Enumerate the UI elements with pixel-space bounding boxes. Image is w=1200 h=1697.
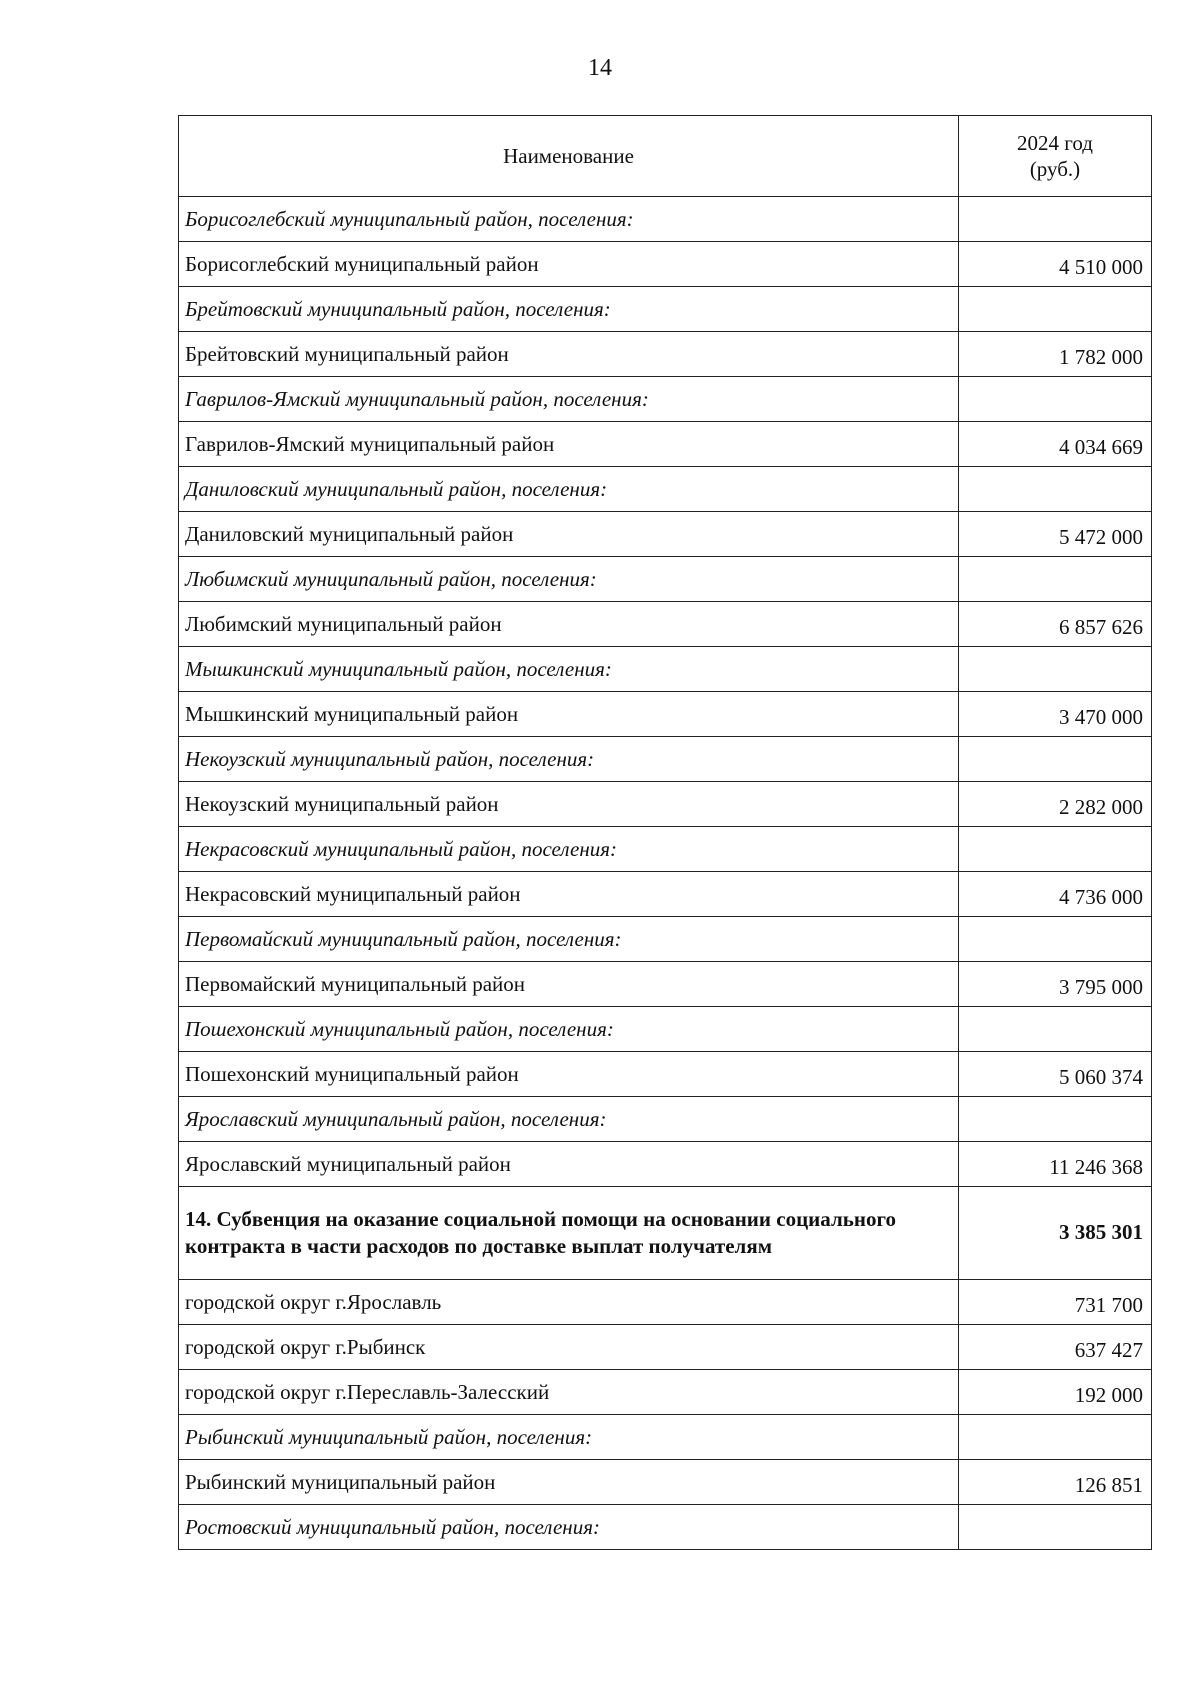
row-value <box>959 647 1152 692</box>
row-value: 2 282 000 <box>959 782 1152 827</box>
row-name: Некрасовский муниципальный район <box>179 872 959 917</box>
row-value <box>959 1415 1152 1460</box>
group-row <box>179 197 1152 242</box>
table-row <box>179 512 1152 557</box>
table-row <box>179 1325 1152 1370</box>
row-name: Мышкинский муниципальный район <box>179 692 959 737</box>
row-name: Любимский муниципальный район <box>179 602 959 647</box>
group-row <box>179 1097 1152 1142</box>
row-value: 4 034 669 <box>959 422 1152 467</box>
page-number: 14 <box>588 55 612 81</box>
row-value <box>959 917 1152 962</box>
table-row <box>179 692 1152 737</box>
header-year <box>959 116 1152 197</box>
group-row <box>179 467 1152 512</box>
table-row <box>179 872 1152 917</box>
table-row <box>179 422 1152 467</box>
row-value: 6 857 626 <box>959 602 1152 647</box>
group-row <box>179 827 1152 872</box>
row-name: Борисоглебский муниципальный район <box>179 242 959 287</box>
row-name: Рыбинский муниципальный район <box>179 1460 959 1505</box>
table-body <box>179 197 1152 1550</box>
row-value: 3 470 000 <box>959 692 1152 737</box>
group-row <box>179 557 1152 602</box>
row-value: 4 510 000 <box>959 242 1152 287</box>
row-value <box>959 467 1152 512</box>
row-value <box>959 197 1152 242</box>
row-name: Первомайский муниципальный район <box>179 962 959 1007</box>
group-row <box>179 917 1152 962</box>
row-name: Некрасовский муниципальный район, поселения: <box>179 827 959 872</box>
row-name: 14. Субвенция на оказание социальной помощи на основании социального контракта в части расходов по доставке выплат получателям <box>179 1187 959 1280</box>
table-row <box>179 1460 1152 1505</box>
group-row <box>179 737 1152 782</box>
row-value <box>959 557 1152 602</box>
row-value <box>959 827 1152 872</box>
row-value: 4 736 000 <box>959 872 1152 917</box>
row-name: Даниловский муниципальный район <box>179 512 959 557</box>
row-value: 731 700 <box>959 1280 1152 1325</box>
row-value: 11 246 368 <box>959 1142 1152 1187</box>
row-name: Рыбинский муниципальный район, поселения: <box>179 1415 959 1460</box>
row-value: 126 851 <box>959 1460 1152 1505</box>
row-value <box>959 1505 1152 1550</box>
table-row <box>179 1370 1152 1415</box>
row-name: Гаврилов-Ямский муниципальный район <box>179 422 959 467</box>
header-name: Наименование <box>179 116 959 197</box>
table-row <box>179 332 1152 377</box>
row-name: городской округ г.Рыбинск <box>179 1325 959 1370</box>
row-name: Мышкинский муниципальный район, поселения: <box>179 647 959 692</box>
section-row <box>179 1187 1152 1280</box>
row-name: Некоузский муниципальный район <box>179 782 959 827</box>
row-name: Пошехонский муниципальный район, поселения: <box>179 1007 959 1052</box>
row-value: 192 000 <box>959 1370 1152 1415</box>
row-value: 5 060 374 <box>959 1052 1152 1097</box>
budget-table <box>178 115 1152 1550</box>
row-value <box>959 377 1152 422</box>
header-year-label: 2024 год <box>1017 130 1093 155</box>
row-value: 637 427 <box>959 1325 1152 1370</box>
group-row <box>179 1415 1152 1460</box>
row-name: Любимский муниципальный район, поселения: <box>179 557 959 602</box>
row-value: 1 782 000 <box>959 332 1152 377</box>
row-value <box>959 1097 1152 1142</box>
row-value: 3 385 301 <box>959 1187 1152 1280</box>
row-name: Борисоглебский муниципальный район, поселения: <box>179 197 959 242</box>
row-name: Гаврилов-Ямский муниципальный район, поселения: <box>179 377 959 422</box>
row-value: 3 795 000 <box>959 962 1152 1007</box>
group-row <box>179 287 1152 332</box>
row-name: Брейтовский муниципальный район, поселения: <box>179 287 959 332</box>
group-row <box>179 1505 1152 1550</box>
row-name: Некоузский муниципальный район, поселения: <box>179 737 959 782</box>
row-value <box>959 287 1152 332</box>
header-unit-label: (руб.) <box>1029 157 1081 181</box>
group-row <box>179 1007 1152 1052</box>
group-row <box>179 377 1152 422</box>
row-value: 5 472 000 <box>959 512 1152 557</box>
table-row <box>179 1280 1152 1325</box>
row-name: Ростовский муниципальный район, поселения: <box>179 1505 959 1550</box>
row-name: городской округ г.Ярославль <box>179 1280 959 1325</box>
row-value <box>959 737 1152 782</box>
table-row <box>179 1052 1152 1097</box>
row-name: Пошехонский муниципальный район <box>179 1052 959 1097</box>
row-name: Даниловский муниципальный район, поселения: <box>179 467 959 512</box>
table-row <box>179 602 1152 647</box>
table-row <box>179 1142 1152 1187</box>
row-name: Брейтовский муниципальный район <box>179 332 959 377</box>
table-row <box>179 242 1152 287</box>
table-header-row <box>179 116 1152 197</box>
table-row <box>179 782 1152 827</box>
row-name: Ярославский муниципальный район <box>179 1142 959 1187</box>
row-value <box>959 1007 1152 1052</box>
group-row <box>179 647 1152 692</box>
row-name: Первомайский муниципальный район, поселения: <box>179 917 959 962</box>
table-row <box>179 962 1152 1007</box>
row-name: Ярославский муниципальный район, поселения: <box>179 1097 959 1142</box>
row-name: городской округ г.Переславль-Залесский <box>179 1370 959 1415</box>
